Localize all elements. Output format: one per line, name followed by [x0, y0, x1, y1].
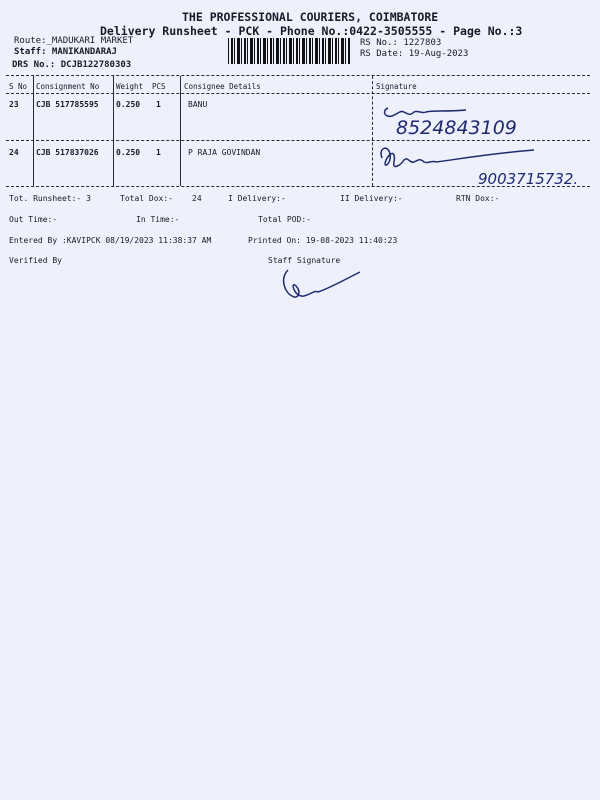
total-runsheet: Tot. Runsheet:- 3: [9, 194, 91, 203]
staff-signature-scrawl: [278, 262, 368, 306]
row-sno: 24: [9, 148, 19, 157]
row-consignee: P RAJA GOVINDAN: [188, 148, 261, 157]
row-signature-phone: 8524843109: [396, 117, 517, 139]
row-consignee: BANU: [188, 100, 208, 109]
col-divider: [372, 76, 373, 186]
table-header-rule: [6, 93, 590, 94]
out-time: Out Time:-: [9, 215, 58, 224]
row-pcs: 1: [156, 100, 161, 109]
row-consignment: CJB 517785595: [36, 100, 99, 109]
col-header-pcs: PCS: [152, 82, 166, 91]
route-label: Route:_MADUKARI MARKET: [14, 36, 134, 46]
row-weight: 0.250: [116, 148, 141, 157]
ii-delivery: II Delivery:-: [340, 194, 403, 203]
table-top-rule: [6, 75, 590, 76]
in-time: In Time:-: [136, 215, 180, 224]
printed-on: Printed On: 19-08-2023 11:40:23: [248, 236, 398, 245]
rs-number: RS No.: 1227803: [360, 38, 442, 48]
col-divider: [113, 76, 114, 186]
total-dox-value: 24: [192, 194, 202, 203]
row-signature-phone: 9003715732.: [478, 170, 579, 188]
drs-number: DRS No.: DCJB122780303: [12, 60, 132, 70]
barcode-image: [228, 38, 350, 64]
total-pod: Total POD:-: [258, 215, 311, 224]
col-header-weight: Weight: [116, 82, 144, 91]
row-pcs: 1: [156, 148, 161, 157]
col-header-signature: Signature: [376, 82, 417, 91]
rs-date: RS Date: 19-Aug-2023: [360, 49, 469, 59]
verified-by: Verified By: [9, 256, 62, 265]
staff-label: Staff: MANIKANDARAJ: [14, 47, 117, 57]
col-header-sno: S No: [9, 82, 28, 91]
company-title: THE PROFESSIONAL COURIERS, COIMBATORE: [182, 10, 439, 24]
i-delivery: I Delivery:-: [228, 194, 286, 203]
col-header-consignment: Consignment No: [36, 82, 100, 91]
col-divider: [33, 76, 34, 186]
row-sno: 23: [9, 100, 19, 109]
row-consignment: CJB 517837026: [36, 148, 99, 157]
rtn-dox: RTN Dox:-: [456, 194, 500, 203]
runsheet-subtitle: Delivery Runsheet - PCK - Phone No.:0422-3505555 - Page No.:3: [100, 24, 523, 38]
col-divider: [180, 76, 181, 186]
staff-signature-label: Staff Signature: [268, 256, 341, 265]
row-weight: 0.250: [116, 100, 141, 109]
total-dox-label: Total Dox:-: [120, 194, 173, 203]
col-header-consignee: Consignee Details: [184, 82, 261, 91]
entered-by: Entered By :KAVIPCK 08/19/2023 11:38:37 AM: [9, 236, 212, 245]
